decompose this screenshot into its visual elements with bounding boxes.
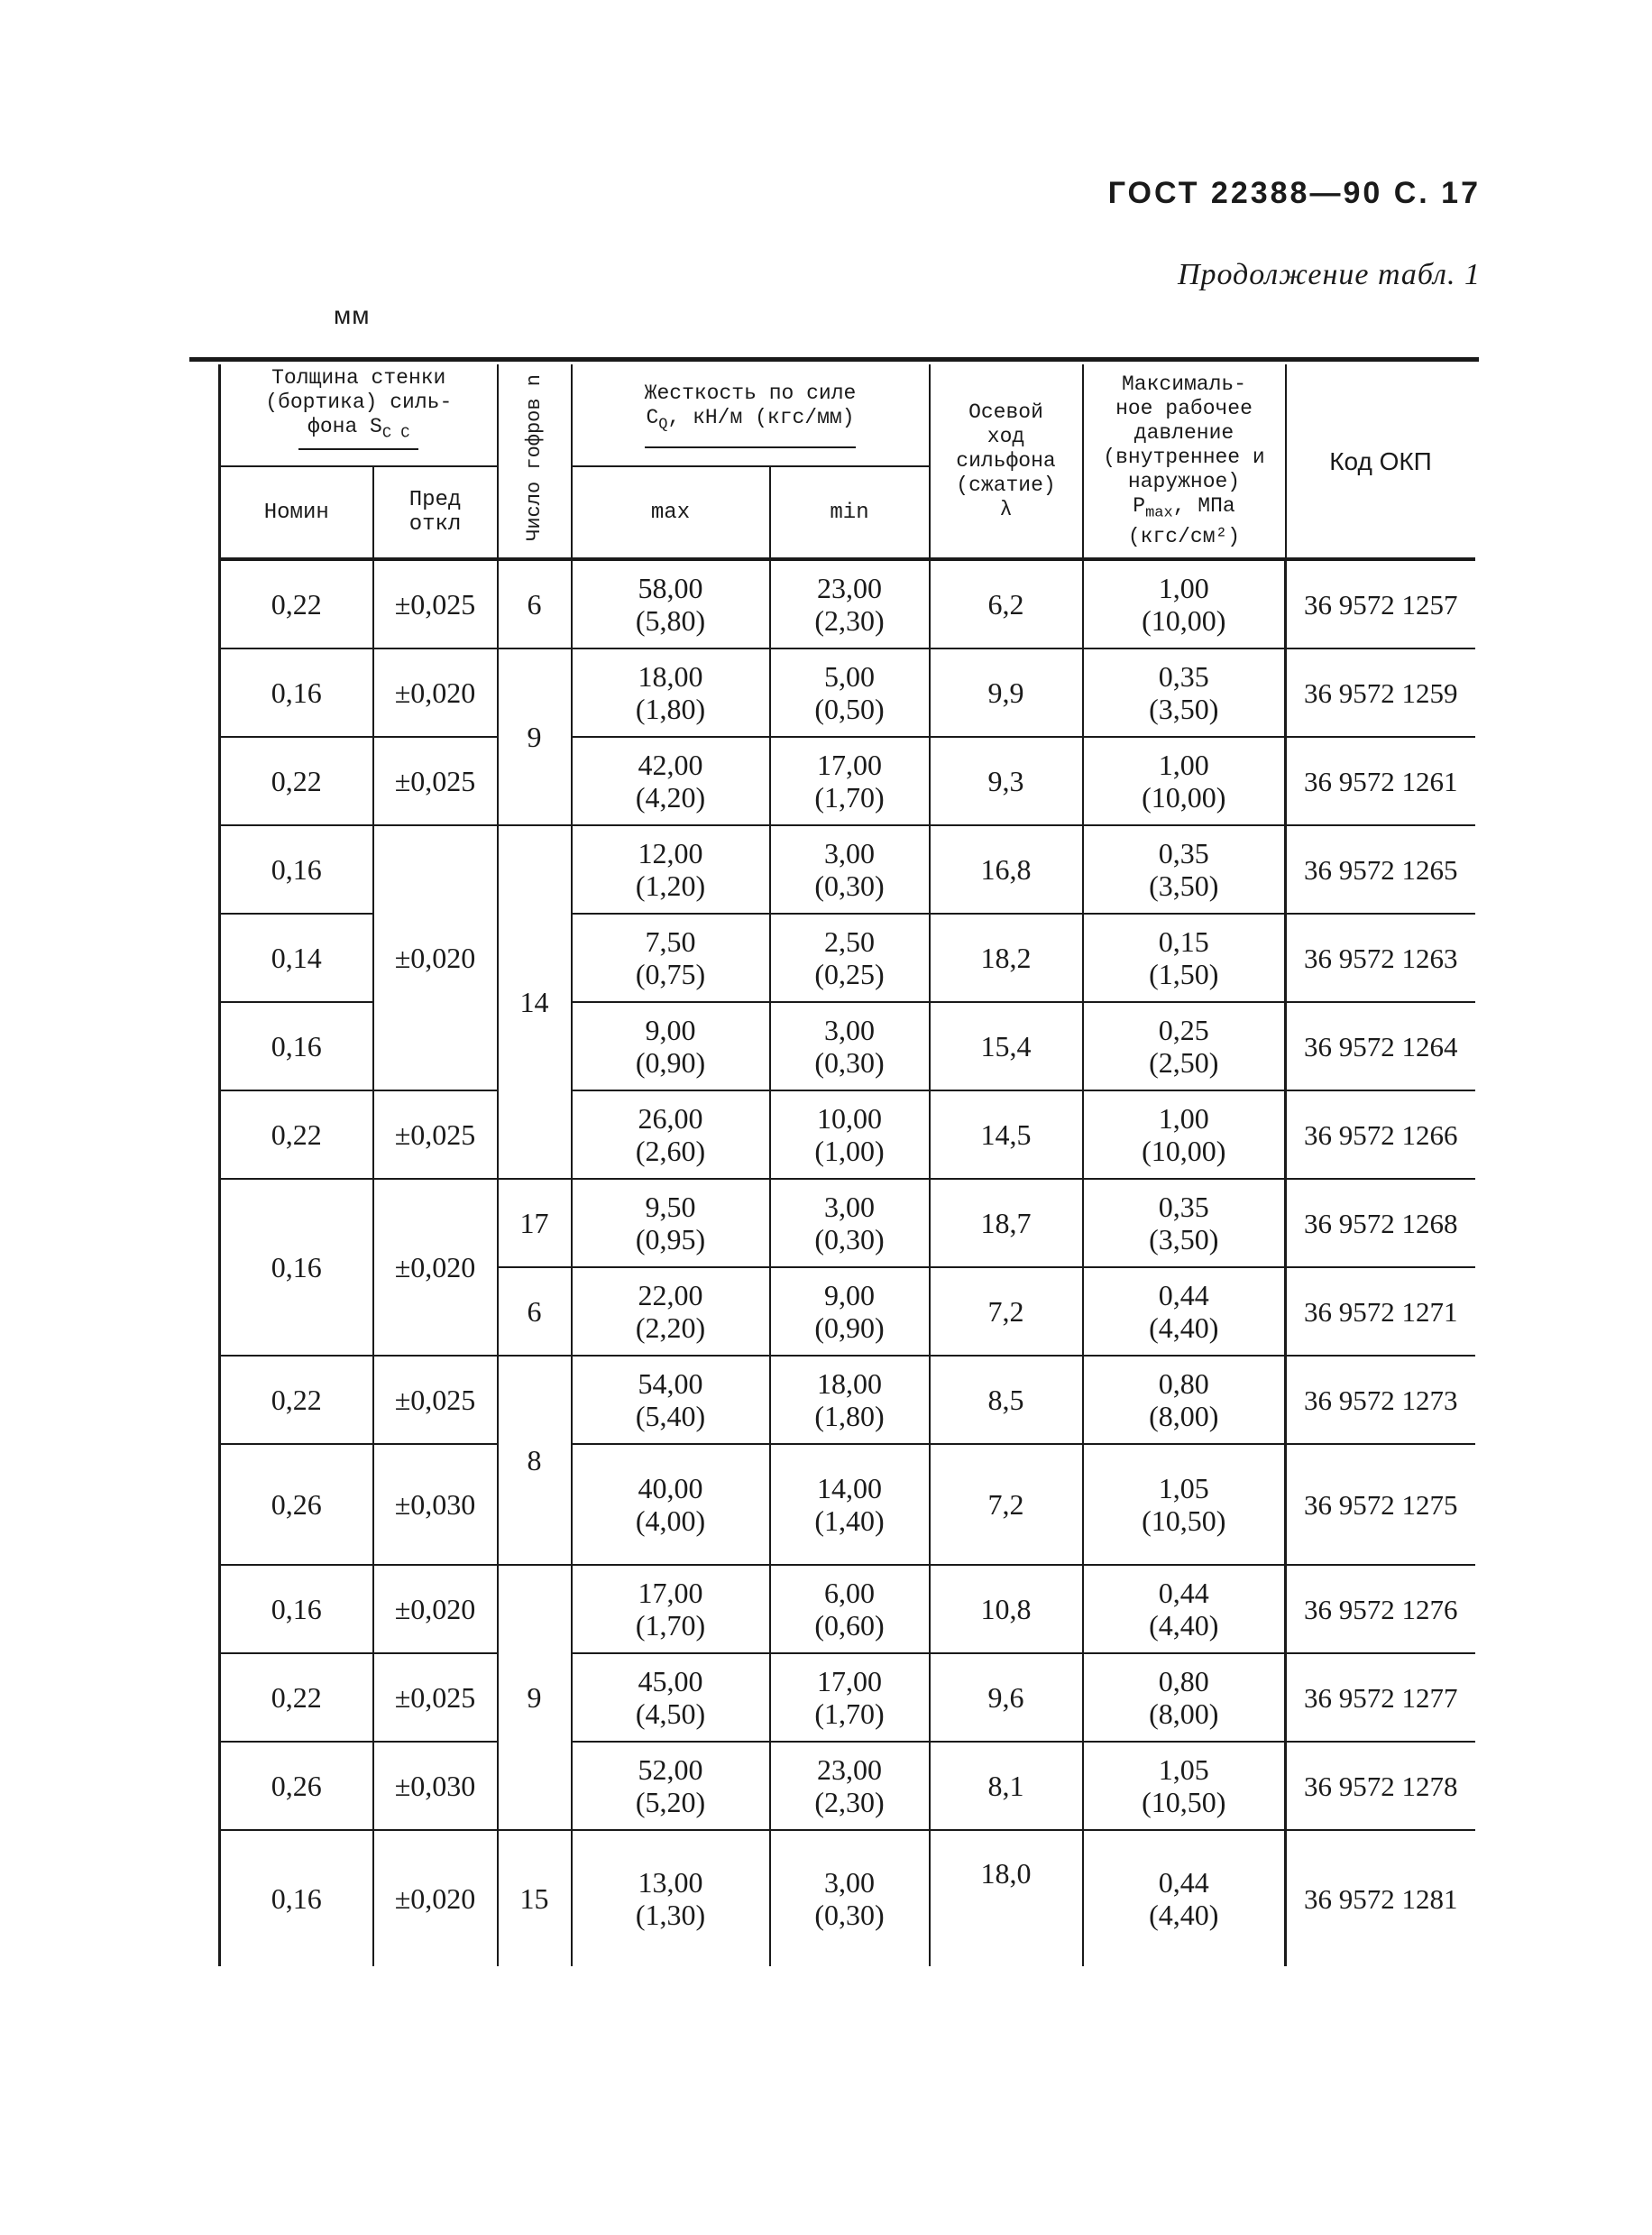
okp-code-cell: 36 9572 1264 <box>1286 1002 1475 1090</box>
table-row <box>220 1179 1475 1267</box>
nominal-cell: 0,16 <box>220 825 373 914</box>
nominal-cell: 0,26 <box>220 1742 373 1830</box>
table-row <box>220 825 1475 914</box>
stroke-cell: 7,2 <box>930 1444 1083 1565</box>
okp-code-cell: 36 9572 1276 <box>1286 1565 1475 1653</box>
stiffness-min-cell: 3,00 (0,30) <box>770 1179 930 1267</box>
corrugations-cell: 6 <box>498 559 572 648</box>
tolerance-cell: ±0,025 <box>373 737 498 825</box>
pressure-cell: 0,35 (3,50) <box>1083 1179 1286 1267</box>
nominal-cell: 0,14 <box>220 914 373 1002</box>
table-row <box>220 1653 1475 1742</box>
stiffness-max-cell: 58,00 (5,80) <box>572 559 770 648</box>
stiffness-min-cell: 14,00 (1,40) <box>770 1444 930 1565</box>
tolerance-cell: ±0,020 <box>373 1179 498 1356</box>
nominal-cell: 0,16 <box>220 1179 373 1356</box>
okp-code-cell: 36 9572 1266 <box>1286 1090 1475 1179</box>
nominal-cell: 0,16 <box>220 1830 373 1966</box>
nominal-cell: 0,22 <box>220 737 373 825</box>
stiffness-max-cell: 13,00 (1,30) <box>572 1830 770 1966</box>
corrugations-header: Число гофров n <box>498 364 572 559</box>
tolerance-cell: ±0,020 <box>373 648 498 737</box>
stiffness-min-cell: 5,00 (0,50) <box>770 648 930 737</box>
stiffness-min-cell: 2,50 (0,25) <box>770 914 930 1002</box>
okp-code-cell: 36 9572 1268 <box>1286 1179 1475 1267</box>
stiffness-min-cell: 23,00 (2,30) <box>770 559 930 648</box>
stiffness-max-cell: 22,00 (2,20) <box>572 1267 770 1356</box>
stiffness-max-cell: 9,00 (0,90) <box>572 1002 770 1090</box>
nominal-cell: 0,22 <box>220 1356 373 1444</box>
tolerance-cell: ±0,030 <box>373 1444 498 1565</box>
okp-code-cell: 36 9572 1275 <box>1286 1444 1475 1565</box>
units-label: мм <box>334 301 371 329</box>
table-row <box>220 648 1475 737</box>
stiffness-max-cell: 12,00 (1,20) <box>572 825 770 914</box>
okp-code-cell: 36 9572 1271 <box>1286 1267 1475 1356</box>
stiffness-max-cell: 9,50 (0,95) <box>572 1179 770 1267</box>
nominal-cell: 0,22 <box>220 1090 373 1179</box>
stiffness-max-cell: 42,00 (4,20) <box>572 737 770 825</box>
nominal-cell: 0,26 <box>220 1444 373 1565</box>
stroke-cell: 9,9 <box>930 648 1083 737</box>
stroke-cell: 8,1 <box>930 1742 1083 1830</box>
corrugations-cell: 9 <box>498 1565 572 1830</box>
stroke-cell: 15,4 <box>930 1002 1083 1090</box>
stiffness-max-header: max <box>572 466 770 559</box>
stroke-cell: 18,0 <box>930 1830 1083 1966</box>
stiffness-min-cell: 18,00 (1,80) <box>770 1356 930 1444</box>
stiffness-min-cell: 3,00 (0,30) <box>770 1830 930 1966</box>
tolerance-cell: ±0,025 <box>373 1090 498 1179</box>
okp-code-header: Код ОКП <box>1286 364 1475 559</box>
tolerance-cell: ±0,020 <box>373 1830 498 1966</box>
table-body <box>220 559 1475 1966</box>
table-top-rule <box>189 357 1479 362</box>
stiffness-min-header: min <box>770 466 930 559</box>
nominal-cell: 0,16 <box>220 1002 373 1090</box>
page-header: ГОСТ 22388—90 С. 17 <box>1107 176 1481 210</box>
nominal-cell: 0,16 <box>220 648 373 737</box>
max-pressure-header: Максималь- ное рабочее давление (внутреннее и наружное) $P_{max}$, МПа (кгс/см²) <box>1083 364 1286 559</box>
pressure-cell: 0,80 (8,00) <box>1083 1356 1286 1444</box>
tolerance-header: Пред откл <box>373 466 498 559</box>
corrugations-cell: 9 <box>498 648 572 825</box>
corrugations-cell: 6 <box>498 1267 572 1356</box>
okp-code-cell: 36 9572 1273 <box>1286 1356 1475 1444</box>
tolerance-cell: ±0,020 <box>373 1565 498 1653</box>
corrugations-cell: 14 <box>498 825 572 1179</box>
stroke-cell: 9,3 <box>930 737 1083 825</box>
stroke-cell: 8,5 <box>930 1356 1083 1444</box>
stiffness-min-cell: 3,00 (0,30) <box>770 1002 930 1090</box>
table-row <box>220 1444 1475 1565</box>
okp-code-cell: 36 9572 1281 <box>1286 1830 1475 1966</box>
stroke-cell: 9,6 <box>930 1653 1083 1742</box>
table-row <box>220 1830 1475 1966</box>
stiffness-max-cell: 52,00 (5,20) <box>572 1742 770 1830</box>
pressure-cell: 1,05 (10,50) <box>1083 1444 1286 1565</box>
stroke-cell: 16,8 <box>930 825 1083 914</box>
stiffness-min-cell: 9,00 (0,90) <box>770 1267 930 1356</box>
pressure-cell: 1,00 (10,00) <box>1083 559 1286 648</box>
stiffness-max-cell: 40,00 (4,00) <box>572 1444 770 1565</box>
stiffness-max-cell: 26,00 (2,60) <box>572 1090 770 1179</box>
table-continuation-label: Продолжение табл. 1 <box>1177 258 1481 291</box>
okp-code-cell: 36 9572 1278 <box>1286 1742 1475 1830</box>
table-row <box>220 1356 1475 1444</box>
tolerance-cell: ±0,020 <box>373 825 498 1090</box>
table-row <box>220 1742 1475 1830</box>
okp-code-cell: 36 9572 1259 <box>1286 648 1475 737</box>
okp-code-cell: 36 9572 1277 <box>1286 1653 1475 1742</box>
pressure-cell: 0,44 (4,40) <box>1083 1830 1286 1966</box>
stiffness-max-cell: 18,00 (1,80) <box>572 648 770 737</box>
nominal-cell: 0,16 <box>220 1565 373 1653</box>
pressure-cell: 0,44 (4,40) <box>1083 1267 1286 1356</box>
tolerance-cell: ±0,030 <box>373 1742 498 1830</box>
corrugations-cell: 15 <box>498 1830 572 1966</box>
stroke-cell: 18,7 <box>930 1179 1083 1267</box>
corrugations-cell: 8 <box>498 1356 572 1565</box>
pressure-cell: 0,35 (3,50) <box>1083 648 1286 737</box>
stroke-cell: 7,2 <box>930 1267 1083 1356</box>
tolerance-cell: ±0,025 <box>373 1356 498 1444</box>
table-row <box>220 737 1475 825</box>
pressure-cell: 0,15 (1,50) <box>1083 914 1286 1002</box>
stiffness-max-cell: 7,50 (0,75) <box>572 914 770 1002</box>
nominal-header: Номин <box>220 466 373 559</box>
stiffness-min-cell: 17,00 (1,70) <box>770 737 930 825</box>
stroke-cell: 10,8 <box>930 1565 1083 1653</box>
pressure-cell: 0,80 (8,00) <box>1083 1653 1286 1742</box>
stroke-cell: 18,2 <box>930 914 1083 1002</box>
stiffness-max-cell: 45,00 (4,50) <box>572 1653 770 1742</box>
stiffness-max-cell: 17,00 (1,70) <box>572 1565 770 1653</box>
nominal-cell: 0,22 <box>220 559 373 648</box>
stroke-cell: 14,5 <box>930 1090 1083 1179</box>
stroke-cell: 6,2 <box>930 559 1083 648</box>
pressure-cell: 0,44 (4,40) <box>1083 1565 1286 1653</box>
nominal-cell: 0,22 <box>220 1653 373 1742</box>
tolerance-cell: ±0,025 <box>373 1653 498 1742</box>
pressure-cell: 1,05 (10,50) <box>1083 1742 1286 1830</box>
stiffness-min-cell: 17,00 (1,70) <box>770 1653 930 1742</box>
okp-code-cell: 36 9572 1265 <box>1286 825 1475 914</box>
okp-code-cell: 36 9572 1261 <box>1286 737 1475 825</box>
stiffness-min-cell: 6,00 (0,60) <box>770 1565 930 1653</box>
pressure-cell: 1,00 (10,00) <box>1083 737 1286 825</box>
table-row <box>220 1090 1475 1179</box>
axial-stroke-header: Осевой ход сильфона (сжатие) λ <box>930 364 1083 559</box>
stiffness-min-cell: 3,00 (0,30) <box>770 825 930 914</box>
stiffness-min-cell: 10,00 (1,00) <box>770 1090 930 1179</box>
stiffness-min-cell: 23,00 (2,30) <box>770 1742 930 1830</box>
okp-code-cell: 36 9572 1263 <box>1286 914 1475 1002</box>
table-header <box>220 364 1475 559</box>
corrugations-cell: 17 <box>498 1179 572 1267</box>
stiffness-max-cell: 54,00 (5,40) <box>572 1356 770 1444</box>
wall-thickness-header: Толщина стенки (бортика) силь- фона $S_{С С}$ <box>220 364 498 466</box>
table-row <box>220 559 1475 648</box>
pressure-cell: 1,00 (10,00) <box>1083 1090 1286 1179</box>
stiffness-header: Жесткость по силе $C_Q$, кН/м (кгс/мм) <box>572 364 930 466</box>
pressure-cell: 0,35 (3,50) <box>1083 825 1286 914</box>
okp-code-cell: 36 9572 1257 <box>1286 559 1475 648</box>
tolerance-cell: ±0,025 <box>373 559 498 648</box>
table-row <box>220 1565 1475 1653</box>
bellows-parameters-table <box>218 364 1475 1966</box>
pressure-cell: 0,25 (2,50) <box>1083 1002 1286 1090</box>
